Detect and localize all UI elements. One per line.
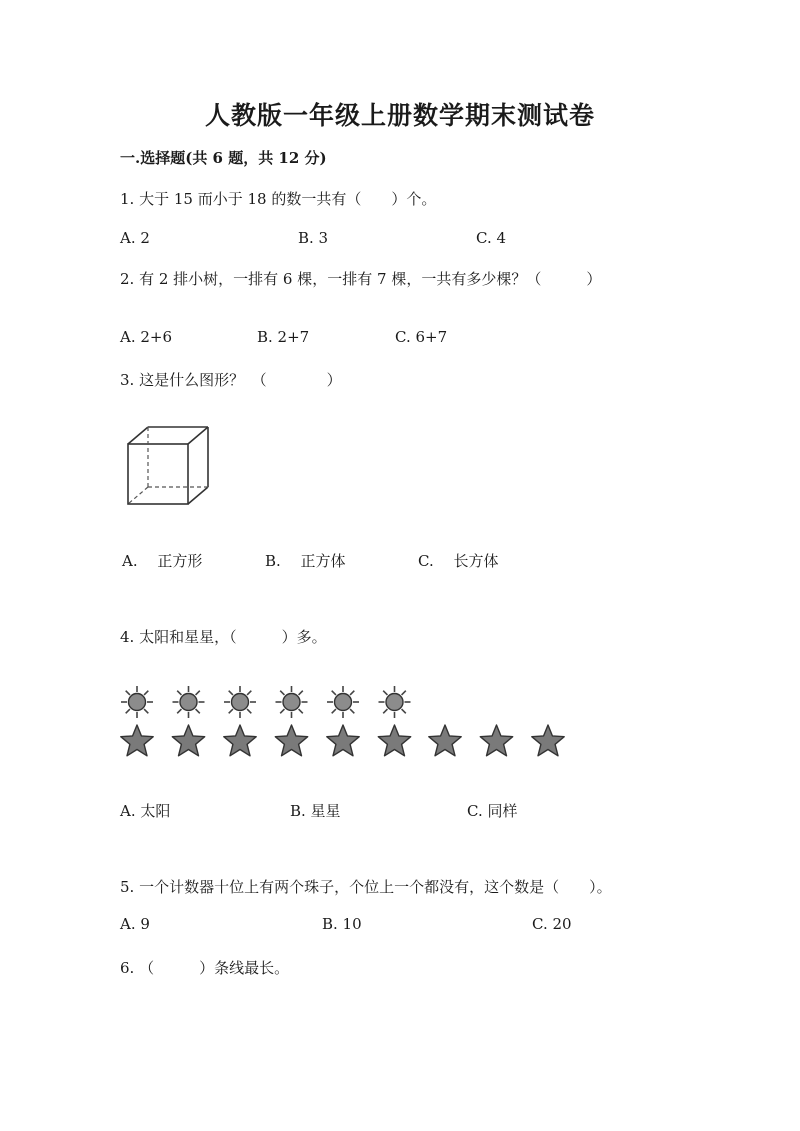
question-2-option-b: B. 2+7 [257,328,310,346]
star-icon [480,725,512,756]
star-icon [121,725,153,756]
page-title: 人教版一年级上册数学期末测试卷 [204,101,595,130]
sun-icon [276,686,308,718]
star-icon [172,725,204,756]
star-icon [378,725,410,756]
question-2-text: 2. 有 2 排小树，一排有 6 棵，一排有 7 棵，一共有多少棵？（ ） [120,270,602,288]
question-1-text: 1. 大于 15 而小于 18 的数一共有（ ）个。 [120,190,437,208]
question-5-text: 5. 一个计数器十位上有两个珠子，个位上一个都没有，这个数是（ ）。 [120,878,612,896]
question-6-text: 6. （ ）条线最长。 [120,959,290,977]
cube-figure [120,420,220,510]
question-2-option-c: C. 6+7 [395,328,448,346]
question-3-option-a: A. 正方形 [122,552,203,570]
star-icon [532,725,564,756]
question-5-option-c: C. 20 [532,915,572,933]
star-icon [327,725,359,756]
question-4-option-a: A. 太阳 [120,802,171,820]
question-4-option-c: C. 同样 [467,802,518,820]
question-3-option-c: C. 长方体 [418,552,499,570]
question-4-option-b: B. 星星 [290,802,341,820]
star-icon [429,725,461,756]
question-1-option-b: B. 3 [298,229,329,247]
sun-icon [327,686,359,718]
sun-icon [173,686,205,718]
question-5-option-a: A. 9 [120,915,150,933]
question-2-option-a: A. 2+6 [120,328,173,346]
question-5-option-b: B. 10 [322,915,362,933]
question-4-text: 4. 太阳和星星，（ ）多。 [120,628,327,646]
star-row [115,718,575,766]
question-1-option-a: A. 2 [120,229,150,247]
question-1-option-c: C. 4 [476,229,507,247]
question-3-option-b: B. 正方体 [265,552,346,570]
sun-icon [379,686,411,718]
section-heading: 一.选择题(共 6 题，共 12 分) [120,149,327,167]
star-icon [224,725,256,756]
sun-icon [121,686,153,718]
sun-icon [224,686,256,718]
star-icon [275,725,307,756]
question-3-text: 3. 这是什么图形？ （ ） [120,371,342,389]
